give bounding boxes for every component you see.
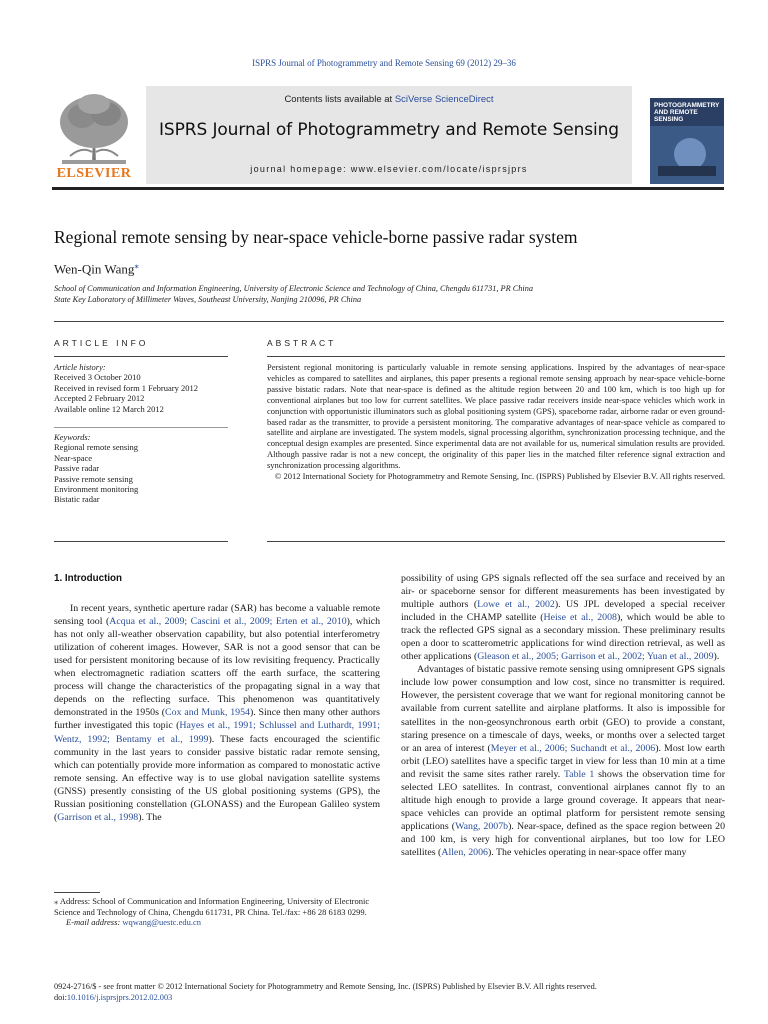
affiliation-2: State Key Laboratory of Millimeter Waves, Southeast University, Nanjing 210096, PR China — [54, 295, 362, 304]
citation-link[interactable]: Acqua et al., 2009; Cascini et al., 2009; Erten et al., 2010 — [109, 616, 347, 628]
footnote-mark: ⁎ — [54, 896, 59, 906]
section-heading-introduction: 1. Introduction — [54, 573, 123, 584]
footnote-address — [54, 896, 380, 917]
elsevier-wordmark: ELSEVIER — [56, 166, 132, 181]
citation-link[interactable]: Gleason et al., 2005; Garrison et al., 2002; Yuan et al., 2009 — [477, 651, 714, 663]
corresponding-author-mark[interactable]: ⁎ — [134, 260, 139, 270]
paper-title: Regional remote sensing by near-space vehicle-borne passive radar system — [54, 227, 578, 247]
body-text: ). US JPL developed a special receiver included in the CHAMP satellite ( — [401, 599, 725, 624]
doi-link[interactable]: 10.1016/j.isprsjprs.2012.02.003 — [66, 993, 173, 1002]
journal-banner — [146, 86, 632, 184]
keywords-block — [54, 432, 228, 505]
abstract-text — [267, 362, 725, 482]
keyword-item: Passive remote sensing — [54, 473, 133, 484]
body-text: ). The — [138, 811, 162, 823]
abstract-body: Persistent regional monitoring is particularly valuable in remote sensing applications. Inspired by the advantages of near-space vehicles as compared to satellites and airplanes, this paper presents a regional remote sensing approach by near-space vehicle-borne passive bistatic radars. Note that near-space is defined as the altitude region between 20 and 100 km, which is too high up for conventional airplanes but too low for current satellites. We place passive radar receivers inside near-space vehicles which work in conjunction with opportunistic illuminators such as global positioning system (GPS), spaceborne radar, airborne radar or even ground-based radar as the transmitter, to provide a persistent monitoring. The comparative advantages of near-space vehicle as compared to satellite and airplane are investigated. The system models, signal processing algorithm, synchronization processing technique, and the conceptual design examples are presented. Since experimental data are not available for us, numerical simulation results are provided. Although passive radar is not a new concept, the originality of this paper lies in the matched filter reference signal extraction and synchronization processing algorithms. — [267, 362, 725, 471]
history-label: Article history: — [54, 362, 106, 372]
footnote-rule — [54, 892, 100, 893]
body-text: ). Most low earth orbit (LEO) satellites have a specific target in view for less than 10 min at a time and revisit the same sites rather rarely. — [401, 742, 725, 780]
keyword-item: Regional remote sensing — [54, 442, 139, 453]
sciencedirect-link[interactable]: SciVerse ScienceDirect — [394, 94, 494, 105]
header-divider — [52, 187, 724, 190]
intro-right-column — [401, 572, 725, 859]
divider-abstract-bottom — [267, 541, 725, 542]
body-text: ). Since then many other authors further investigated this topic ( — [54, 707, 381, 732]
contents-line — [146, 94, 632, 105]
history-received: Received 3 October 2010 — [54, 372, 141, 383]
author-line — [54, 260, 139, 277]
history-revised: Received in revised form 1 February 2012 — [54, 382, 198, 393]
article-info-label: ARTICLE INFO — [54, 338, 149, 348]
citation-link[interactable]: Wang, 2007b — [455, 820, 509, 832]
contents-prefix: Contents lists available at — [284, 94, 395, 105]
history-accepted: Accepted 2 February 2012 — [54, 393, 145, 404]
issn-copyright-line: 0924-2716/$ - see front matter © 2012 International Society for Photogrammetry and Remote Sensing, Inc. (ISPRS) Published by Elsevier B.V. All rights reserved. — [54, 982, 597, 991]
divider-article-info — [54, 356, 228, 357]
citation-link[interactable]: Heise et al., 2008 — [543, 612, 617, 624]
divider-affiliations — [54, 321, 724, 322]
body-text: ). These facts encouraged the scientific community in the last years to consider passive bistatic radar remote sensing, which can potentially provide more information as compared to monostatic active remote sensing. An effective way is to use global navigation satellite systems (GNSS) presently consisting of the US global positioning systems (GPS), the Russian positioning constellation (GLONASS) and the European Galileo system ( — [54, 733, 380, 823]
journal-citation-link[interactable]: ISPRS Journal of Photogrammetry and Remote Sensing 69 (2012) 29–36 — [252, 58, 516, 68]
author-footnote — [54, 896, 380, 928]
journal-homepage[interactable]: journal homepage: www.elsevier.com/locate/isprsjprs — [250, 164, 528, 174]
citation-link[interactable]: Table 1 — [563, 768, 595, 780]
elsevier-logo[interactable] — [52, 86, 136, 184]
footnote-email-line — [54, 917, 380, 928]
doi-label: doi: — [54, 993, 67, 1002]
keyword-item: Environment monitoring — [54, 484, 139, 495]
author-name[interactable]: Wen-Qin Wang — [54, 261, 135, 277]
footnote-text: Address: School of Communication and Information Engineering, University of Electronic Science and Technology of China, Chengdu 611731, PR China. Tel./fax: +86 28 6183 0299. — [54, 896, 370, 917]
cover-title: PHOTOGRAMMETRY AND REMOTE SENSING — [654, 102, 720, 123]
body-text: possibility of using GPS signals reflected off the sea surface and received by an air- or spaceborne sensor for different measurements has been investigated by multiple authors ( — [401, 573, 725, 611]
intro-paragraph-continued — [401, 572, 725, 663]
history-online: Available online 12 March 2012 — [54, 403, 164, 414]
front-matter-footer — [54, 981, 724, 1003]
citation-link[interactable]: Meyer et al., 2006; Suchandt et al., 2006 — [490, 742, 656, 754]
intro-left-column — [54, 572, 380, 824]
cover-artwork — [650, 86, 724, 184]
citation-link[interactable]: Hayes et al., 1991; Schlussel and Luthardt, 1991; Wentz, 1992; Bentamy et al., 1999 — [54, 720, 380, 745]
journal-title: ISPRS Journal of Photogrammetry and Remote Sensing — [159, 120, 619, 140]
journal-header — [52, 86, 724, 184]
keywords-label: Keywords: — [54, 432, 91, 442]
body-text: ). Near-space, defined as the space region between 20 and 100 km, is very high for conventional airplanes, but too low for LEO satellites ( — [401, 820, 726, 858]
body-text: In recent years, synthetic aperture radar (SAR) has become a valuable remote sensing tool ( — [54, 603, 380, 628]
doi-line — [54, 992, 724, 1003]
keyword-item: Near-space — [54, 452, 93, 463]
body-text: shows the observation time for selected LEO satellites. In contrast, conventional airplanes cannot fly to an altitude high enough to provide a large ground coverage. It appears that near-space vehicles can provide an optimal platform for persistent remote sensing applications ( — [401, 768, 725, 832]
keyword-item: Bistatic radar — [54, 494, 100, 505]
intro-paragraph-1 — [54, 602, 380, 824]
body-text: ). — [713, 651, 720, 663]
citation-link[interactable]: Garrison et al., 1998 — [57, 811, 139, 823]
divider-info-bottom — [54, 541, 228, 542]
abstract-label: ABSTRACT — [267, 338, 337, 348]
citation-link[interactable]: Cox and Munk, 1954 — [165, 707, 250, 719]
body-text: ), which would be able to track the reflected GPS signal as a secondary mission. These preliminary results open a door to scatterometric applications for wind direction retrieval, as well as other applications ( — [401, 612, 725, 663]
body-text: Advantages of bistatic passive remote sensing using omnipresent GPS signals include low power consumption and low cost, since no transmitter is required. However, the persistent coverage that we want for regional monitoring cannot be available from current satellite and airplane platforms. It also is impossible for satellites in the non-geosynchronous earth orbit (GEO) to provide a constant, staring presence on a timescale of days, weeks, or months over a selected target or an area of interest ( — [401, 664, 725, 754]
journal-cover-thumbnail[interactable] — [650, 86, 724, 184]
body-text: ). The vehicles operating in near-space offer many — [487, 846, 687, 858]
divider-keywords — [54, 427, 228, 428]
citation-link[interactable]: Lowe et al., 2002 — [477, 599, 555, 611]
abstract-copyright: © 2012 International Society for Photogrammetry and Remote Sensing, Inc. (ISPRS) Published by Elsevier B.V. All rights reserved. — [274, 471, 725, 482]
article-history — [54, 362, 228, 414]
intro-paragraph-2 — [401, 663, 725, 859]
email-label: E-mail address: — [66, 917, 123, 928]
citation-link[interactable]: Allen, 2006 — [441, 846, 488, 858]
divider-abstract — [267, 356, 725, 357]
keyword-item: Passive radar — [54, 463, 100, 474]
affiliation-1: School of Communication and Information Engineering, University of Electronic Science and Technology of China, Chengdu 611731, PR China — [54, 284, 534, 293]
body-text: ), which has not only all-weather observation capability, but also potential interferometry utilization of coherent images. However, SAR is not a good sensor that can be used for persistent monitoring because of its low revisiting frequency. Practically when electromagnetic radiation scatters off the earth surface, the scattering process will change the characteristics of the propagating signal in a way that depends on the reflecting surface. This phenomenon was quantitatively demonstrated in the 1950s ( — [54, 616, 381, 719]
author-email-link[interactable]: wqwang@uestc.edu.cn — [122, 917, 201, 928]
